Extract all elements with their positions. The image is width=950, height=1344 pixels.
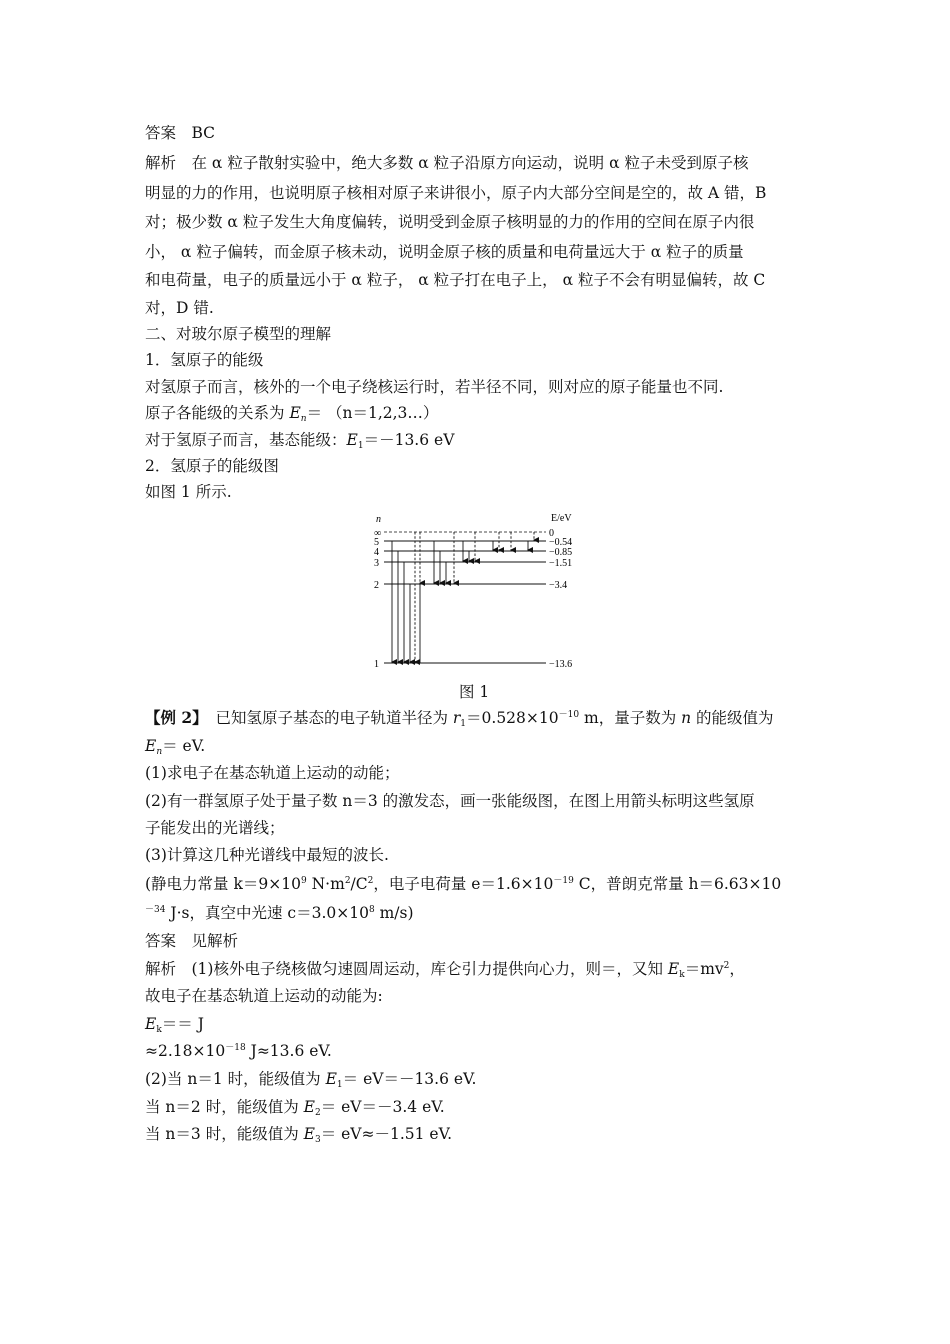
symbol-sub: n [156, 747, 163, 757]
level-n-label: 1 [374, 659, 379, 670]
question-1: (1)求电子在基态轨道上运动的动能； [145, 764, 400, 782]
example-tag: 【例 2】 [145, 708, 200, 727]
symbol-sub: n [300, 414, 307, 424]
solution-line-1 [145, 959, 745, 979]
text-span: m，量子数为 [579, 709, 682, 727]
text-span: 已知氢原子基态的电子轨道半径为 [199, 709, 453, 727]
ground-state-line [145, 430, 454, 450]
text-span: ，电子电荷量 e＝1.6×10 [373, 875, 554, 893]
n-axis-label: n [376, 514, 381, 525]
exponent: 2 [367, 876, 374, 886]
text-span: 原子各能级的关系为 [145, 404, 290, 422]
text-span: ， [729, 960, 745, 978]
level-energy-label: −0.54 [549, 537, 573, 548]
text-span: ＝ eV＝－13.6 eV. [342, 1070, 477, 1088]
level-n-label: 3 [374, 558, 379, 569]
text-span: ＝＝ J [161, 1015, 204, 1033]
symbol-r: r [452, 709, 461, 727]
text-span: ＝ eV. [162, 737, 206, 755]
text-span: 解析 (1)核外电子绕核做匀速圆周运动，库仑引力提供向心力，则＝，又知 [145, 960, 668, 978]
exponent: 8 [368, 905, 375, 915]
paragraph-energy: 对氢原子而言，核外的一个电子绕核运行时，若半径不同，则对应的原子能量也不同. [145, 378, 724, 396]
symbol-E: E [325, 1070, 337, 1088]
analysis-line-3: 对；极少数 α 粒子发生大角度偏转，说明受到金原子核明显的力的作用的空间在原子内很 [145, 213, 755, 231]
symbol-n: n [681, 709, 692, 727]
level-energy-label: −0.85 [549, 547, 573, 558]
symbol-sub: 3 [314, 1135, 321, 1145]
figure-reference: 如图 1 所示. [145, 483, 232, 501]
exponent: 9 [300, 876, 307, 886]
text-span: ＝ （n＝1,2,3…） [306, 404, 439, 422]
exponent: －19 [553, 876, 574, 886]
level-n-label: 4 [374, 547, 379, 558]
solution-line-5 [145, 1069, 476, 1089]
text-span: /C [350, 875, 368, 893]
section-heading: 二、对玻尔原子模型的理解 [145, 325, 332, 343]
level-n-label: 5 [374, 537, 379, 548]
symbol-E: E [289, 404, 301, 422]
text-span: ＝ eV＝－3.4 eV. [320, 1098, 445, 1116]
symbol-sub: k [679, 970, 685, 980]
answer-line: 答案 BC [145, 124, 216, 142]
symbol-E: E [145, 1015, 157, 1033]
energy-relation-line [145, 403, 438, 423]
text-span: C，普朗克常量 h＝6.63×10 [573, 875, 782, 893]
symbol-E: E [303, 1098, 315, 1116]
symbol-sub: 1 [336, 1080, 343, 1090]
level-energy-label: −1.51 [549, 558, 573, 569]
symbol-E: E [667, 960, 680, 978]
symbol-sub: 1 [357, 441, 364, 451]
subsection-1-title: 1．氢原子的能级 [145, 351, 264, 369]
analysis-line-6: 对，D 错. [145, 299, 214, 317]
example-line-2 [145, 736, 205, 756]
level-energy-label: −13.6 [549, 659, 573, 670]
analysis-line-1: 解析 在 α 粒子散射实验中，绝大多数 α 粒子沿原方向运动，说明 α 粒子未受到原子核 [145, 154, 749, 172]
constants-line-1 [145, 874, 781, 894]
question-3: (3)计算这几种光谱线中最短的波长. [145, 846, 389, 864]
text-span: (静电力常量 k＝9×10 [145, 875, 301, 893]
text-span: ＝0.528×10 [466, 709, 559, 727]
text-span: 的能级值为 [691, 709, 774, 727]
transitions-group [392, 532, 534, 663]
e-axis-label: E/eV [551, 513, 572, 524]
text-span: N·m [306, 875, 345, 893]
question-2-line-1: (2)有一群氢原子处于量子数 n＝3 的激发态，画一张能级图，在图上用箭头标明这些氢原 [145, 792, 755, 810]
text-span: 当 n＝2 时，能级值为 [145, 1098, 304, 1116]
example-line-1 [145, 708, 774, 728]
symbol-sub: k [156, 1025, 162, 1035]
symbol-E: E [346, 431, 358, 449]
analysis-line-5: 和电荷量，电子的质量远小于 α 粒子， α 粒子打在电子上， α 粒子不会有明显偏转，故 C [145, 271, 766, 289]
level-n-label: ∞ [374, 528, 382, 539]
exponent: 2 [723, 961, 730, 971]
text-span: ≈2.18×10 [145, 1042, 226, 1060]
text-span: J·s，真空中光速 c＝3.0×10 [165, 904, 369, 922]
text-span: 对于氢原子而言，基态能级： [145, 431, 347, 449]
symbol-E: E [145, 737, 157, 755]
exponent: 2 [344, 876, 351, 886]
level-energy-label: 0 [549, 528, 554, 539]
text-span: ＝ eV≈－1.51 eV. [320, 1125, 453, 1143]
constants-line-2 [145, 903, 414, 923]
figure-caption: 图 1 [459, 683, 490, 701]
solution-line-2: 故电子在基态轨道上运动的动能为: [145, 987, 383, 1005]
solution-line-4 [145, 1041, 332, 1061]
solution-line-3 [145, 1014, 204, 1034]
symbol-sub: 2 [314, 1108, 321, 1118]
exponent: －10 [558, 710, 580, 720]
energy-level-diagram [368, 510, 598, 672]
level-energy-label: −3.4 [549, 580, 568, 591]
symbol-E: E [303, 1125, 315, 1143]
symbol-sub: 1 [460, 719, 467, 729]
solution-line-7 [145, 1124, 452, 1144]
exponent: －34 [145, 905, 166, 915]
text-span: J≈13.6 eV. [245, 1042, 332, 1060]
analysis-line-4: 小， α 粒子偏转，而金原子核未动，说明金原子核的质量和电荷量远大于 α 粒子的质量 [145, 243, 744, 261]
text-span: (2)当 n＝1 时，能级值为 [145, 1070, 326, 1088]
subsection-2-title: 2．氢原子的能级图 [145, 457, 279, 475]
text-span: 当 n＝3 时，能级值为 [145, 1125, 304, 1143]
question-2-line-2: 子能发出的光谱线； [145, 819, 285, 837]
solution-line-6 [145, 1097, 445, 1117]
text-span: ＝－13.6 eV [363, 431, 455, 449]
exponent: －18 [225, 1043, 246, 1053]
text-span: ＝mv [684, 960, 724, 978]
text-span: m/s) [374, 904, 414, 922]
answer-2-line: 答案 见解析 [145, 932, 239, 950]
analysis-line-2: 明显的力的作用，也说明原子核相对原子来讲很小，原子内大部分空间是空的，故 A 错，B [145, 184, 767, 202]
level-n-label: 2 [374, 580, 379, 591]
